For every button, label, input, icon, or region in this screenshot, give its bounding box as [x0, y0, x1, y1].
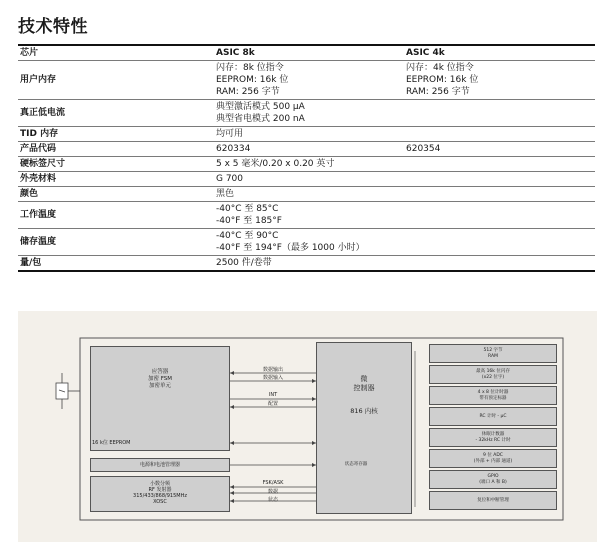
spec-value-asic4k	[404, 172, 595, 187]
peripheral-label-line: 4 x 8 位计时器	[477, 390, 509, 395]
spec-value-asic4k	[404, 202, 595, 229]
spec-value-asic8k-line: 典型激活模式 500 µA	[216, 102, 305, 112]
peripheral-label-line: 休眠计数器	[481, 432, 505, 437]
mcu-label-line: 控制器	[353, 384, 375, 392]
spec-header-label: 芯片	[18, 45, 214, 61]
spec-row	[18, 256, 595, 272]
page-title: 技术特性	[18, 17, 88, 37]
signal-fsk: FSK/ASK	[262, 480, 284, 486]
spec-row	[18, 187, 595, 202]
mcu-label-line: 微	[360, 375, 368, 383]
spec-label: 外壳材料	[18, 172, 214, 187]
spec-label: 颜色	[18, 187, 214, 202]
spec-value-asic8k	[214, 172, 404, 187]
signal-int: INT	[268, 392, 278, 398]
signal-status: 状态	[267, 497, 278, 503]
mcu-core-label: 816 内核	[350, 407, 378, 415]
spec-value-asic4k	[404, 100, 595, 127]
spec-value-asic8k-line: -40°C 至 85°C	[216, 204, 279, 214]
transponder-label-line: 加密 FSM	[147, 376, 173, 382]
spec-value-asic8k-line: -40°F 至 185°F	[216, 216, 282, 226]
peripheral-block	[429, 407, 557, 426]
peripheral-label-line: RAM	[488, 353, 498, 359]
transponder-label	[90, 369, 230, 390]
spec-value-asic8k	[214, 256, 404, 272]
spec-label: 工作温度	[18, 202, 214, 229]
peripheral-label-line: GPIO	[487, 474, 499, 479]
mcu-block	[316, 342, 412, 514]
peripheral-block	[429, 449, 557, 468]
signal-data-out: 数据输出	[262, 367, 283, 373]
spec-value-asic8k-line: 620334	[216, 144, 251, 154]
spec-value-asic8k	[214, 127, 404, 142]
spec-value-asic8k	[214, 157, 404, 172]
peripheral-label-line: (端口 A 和 B)	[479, 479, 507, 485]
signal-data: 数据	[267, 489, 278, 495]
spec-value-asic8k-line: RAM: 256 字节	[216, 87, 280, 97]
block-diagram	[18, 311, 597, 542]
rf-label-line: 315/433/868/915MHz	[133, 493, 187, 499]
peripheral-label-line: 最高 16k 位闪存	[476, 369, 510, 374]
spec-row	[18, 157, 595, 172]
transponder-block	[90, 346, 230, 451]
signal-data-in: 数据输入	[262, 375, 283, 381]
spec-value-asic4k-line: 闪存：4k 位指令	[406, 63, 474, 73]
peripheral-block	[429, 428, 557, 447]
spec-label: 硬标签尺寸	[18, 157, 214, 172]
mcu-label	[316, 375, 412, 393]
spec-row	[18, 127, 595, 142]
spec-label: 用户内存	[18, 61, 214, 100]
spec-value-asic8k-line: 均可用	[216, 129, 244, 139]
spec-row	[18, 61, 595, 100]
spec-value-asic8k-line: 闪存：8k 位指令	[216, 63, 284, 73]
spec-label: 量/包	[18, 256, 214, 272]
rf-label-line: RF 发射器	[148, 487, 172, 493]
peripheral-block	[429, 386, 557, 405]
spec-value-asic4k-line: 620354	[406, 144, 441, 154]
status-register-label: 状态寄存器	[344, 462, 368, 467]
spec-value-asic4k-line: RAM: 256 字节	[406, 87, 470, 97]
spec-row	[18, 172, 595, 187]
spec-label: 储存温度	[18, 229, 214, 256]
eeprom-label: 16 k位 EEPROM	[92, 440, 131, 446]
peripheral-label-line: - 32kHz RC 计时	[475, 437, 511, 443]
power-manager-label: 电源和电池管理器	[139, 462, 180, 468]
spec-table	[18, 44, 595, 272]
spec-value-asic8k	[214, 187, 404, 202]
peripheral-label-line: 512 字节	[483, 348, 503, 353]
spec-value-asic8k-line: G 700	[216, 174, 244, 184]
spec-label: 产品代码	[18, 142, 214, 157]
spec-value-asic8k-line: 典型省电模式 200 nA	[216, 114, 305, 124]
spec-header-col1: ASIC 8k	[214, 45, 404, 61]
peripheral-label-line: 9 位 ADC	[483, 453, 503, 458]
spec-value-asic4k	[404, 256, 595, 272]
spec-value-asic8k-line: 2500 件/卷带	[216, 258, 272, 268]
signal-config: 配置	[267, 401, 278, 407]
peripheral-label-line: (外部 + 内部 通道)	[473, 458, 513, 464]
spec-value-asic8k	[214, 100, 404, 127]
peripheral-block	[429, 344, 557, 363]
spec-value-asic4k	[404, 157, 595, 172]
spec-label: TID 内存	[18, 127, 214, 142]
spec-value-asic8k-line: -40°C 至 90°C	[216, 231, 279, 241]
spec-label: 真正低电流	[18, 100, 214, 127]
spec-value-asic4k	[404, 61, 595, 100]
spec-value-asic8k	[214, 229, 404, 256]
spec-row	[18, 229, 595, 256]
spec-value-asic4k-line: EEPROM: 16k 位	[406, 75, 479, 85]
peripheral-label-line: RC 计时 - µC	[479, 413, 507, 419]
spec-header-row	[18, 45, 595, 61]
spec-value-asic8k	[214, 61, 404, 100]
spec-header-col2: ASIC 4k	[404, 45, 595, 61]
transponder-label-line: 应答器	[151, 369, 169, 375]
peripheral-block	[429, 491, 557, 510]
spec-value-asic4k	[404, 187, 595, 202]
rf-label-line: 小数分频	[149, 481, 170, 487]
spec-value-asic8k-line: 黑色	[216, 189, 235, 199]
spec-value-asic4k	[404, 142, 595, 157]
spec-value-asic8k	[214, 202, 404, 229]
peripheral-label-line: 带有预定标器	[479, 395, 507, 401]
peripheral-block	[429, 470, 557, 489]
spec-row	[18, 202, 595, 229]
spec-row	[18, 142, 595, 157]
peripheral-label-line: 复位和中断管理	[477, 497, 509, 503]
rf-transmitter-label	[90, 481, 230, 505]
spec-value-asic8k	[214, 142, 404, 157]
peripheral-stack	[429, 344, 557, 510]
transponder-label-line: 加密单元	[148, 383, 171, 389]
spec-value-asic8k-line: EEPROM: 16k 位	[216, 75, 289, 85]
spec-value-asic8k-line: -40°F 至 194°F（最多 1000 小时）	[216, 243, 365, 253]
peripheral-label-line: (x22 位字)	[481, 374, 505, 380]
spec-row	[18, 100, 595, 127]
spec-value-asic4k	[404, 127, 595, 142]
rf-label-line: XOSC	[153, 499, 167, 505]
spec-value-asic4k	[404, 229, 595, 256]
peripheral-block	[429, 365, 557, 384]
spec-value-asic8k-line: 5 x 5 毫米/0.20 x 0.20 英寸	[216, 159, 335, 169]
